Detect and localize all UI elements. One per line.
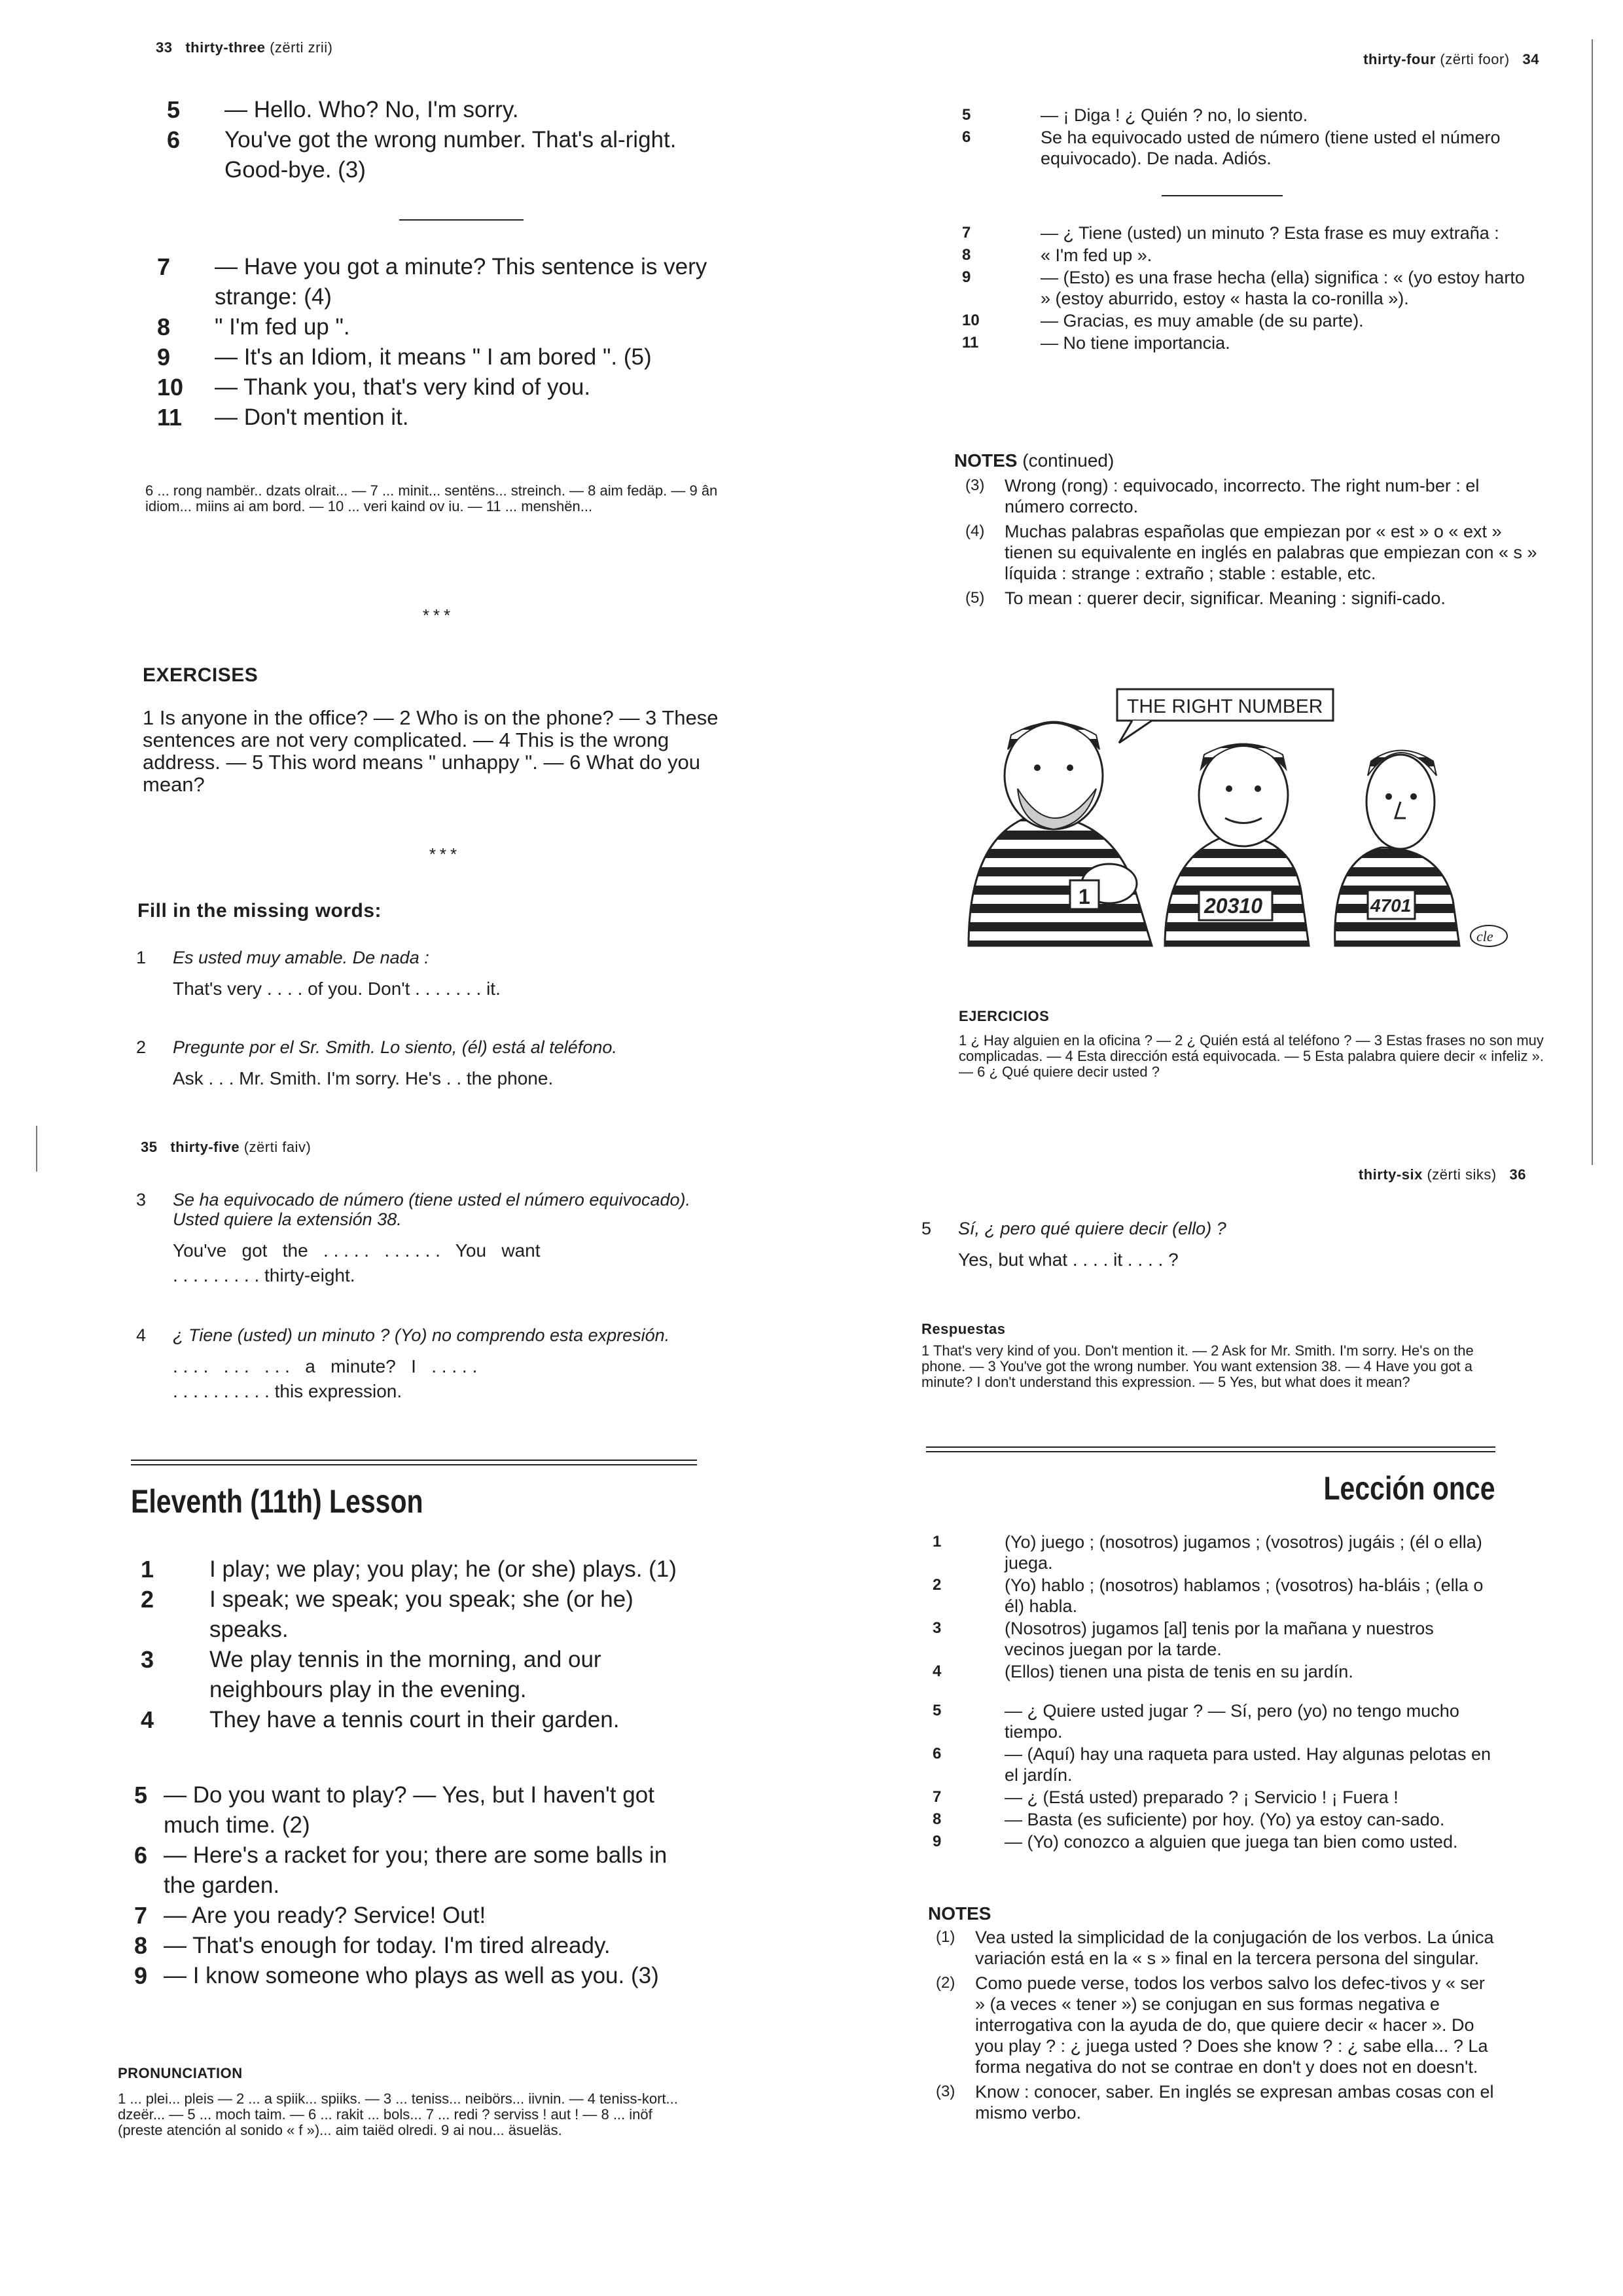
line-text: — It's an Idiom, it means " I am bored ". (5) [215,344,652,370]
prisoner-tag-3: 4701 [1370,895,1412,916]
line-number: 11 [962,334,979,351]
dialog-line [933,1809,1495,1830]
note-number: (2) [936,1974,955,1992]
dialog-line [134,1840,704,1901]
line-text: (Yo) juego ; (nosotros) jugamos ; (vosotros) jugáis ; (él o ella) juega. [1005,1532,1482,1573]
page-pronunciation: (zërti foor) [1440,51,1510,67]
prisoner-tag-1: 1 [1079,885,1090,908]
dialog-line [933,1700,1495,1742]
dialog-line [134,1931,704,1961]
prisoner-1 [969,722,1152,946]
fill-item-3 [136,1190,712,1287]
exercises-text: 1 Is anyone in the office? — 2 Who is on the phone? — 3 These sentences are not very complicated. — 4 This is the wrong address. — 5 This word means " unhappy ". — 6 What do you mean? [143,706,719,796]
ejercicios-text: 1 ¿ Hay alguien en la oficina ? — 2 ¿ Quién está al teléfono ? — 3 Estas frases no son muy complicadas. — 4 Esta dirección está equivocada. — 5 Esta palabra quiere decir « infeliz ». — 6 ¿ Qué quiere decir usted ? [959,1032,1544,1080]
dialog-line [933,1618,1495,1660]
pronunciation-text: 1 ... plei... pleis — 2 ... a spiik... spiiks. — 3 ... teniss... neibörs... iivnin. — 4 teniss-kort... dzeër... — 5 ... moch taim. — 6 ... rakit ... bols... 7 ... redi ? serviss ! aut ! — 8 ... inöf (preste atención al sonido « f »)... aim taiëd olredi. 9 ai nou... äsueläs. [118,2090,678,2138]
line-number: 1 [933,1533,942,1551]
line-text: You've got the wrong number. That's al-right. Good-bye. (3) [224,127,677,183]
page-number: 35 [141,1139,158,1155]
line-number: 6 [962,128,971,146]
line-number: 8 [933,1810,942,1828]
lesson-dialog-english-part1 [141,1554,704,1735]
dialog-line [141,1705,704,1735]
fill-item-2 [136,1037,738,1090]
dialog-line [167,125,743,185]
fill-answer-line: Yes, but what . . . . it . . . . ? [958,1249,1179,1270]
line-text: — That's enough for today. I'm tired already. [164,1933,611,1958]
fill-answer-line: . . . . . . . . . . a minute? I . . . . . [173,1356,478,1376]
answers-text: 1 That's very kind of you. Don't mention it. — 2 Ask for Mr. Smith. I'm sorry. He's on the phone. — 3 You've got the wrong number. You want extension 38. — 4 Have you got a minute? I don't understand this expression. — 5 Yes, but what does it mean? [921,1342,1474,1390]
dialog-line [962,310,1538,331]
note-text: Vea usted la simplicidad de la conjugación de los verbos. La única variación está en la « s » final en la tercera persona del singular. [975,1928,1494,1968]
item-number: 2 [136,1037,147,1057]
exercises-title: EXERCISES [143,664,259,686]
fill-answer-line: You've got the . . . . . . . . . . . You want [173,1240,541,1261]
item-number: 1 [136,948,147,967]
double-rule [926,1446,1495,1452]
line-text: — ¿ Tiene (usted) un minuto ? Esta frase es muy extraña : [1041,223,1499,243]
line-number: 9 [933,1833,942,1850]
note-item [965,521,1541,584]
dialog-line [962,223,1538,243]
line-number: 9 [157,344,171,370]
dialog-line [134,1901,704,1931]
page-header-36 [1359,1166,1526,1183]
dialog-line [157,372,746,403]
page-word: thirty-three [185,39,266,56]
question-text: Pregunte por el Sr. Smith. Lo siento, (él) está al teléfono. [173,1037,617,1057]
lesson-title-spanish: Lección once [1323,1470,1495,1507]
item-number: 5 [921,1219,932,1238]
page-pronunciation: (zërti siks) [1427,1166,1497,1183]
dialog-line [134,1780,704,1840]
line-text: (Yo) hablo ; (nosotros) hablamos ; (vosotros) ha-bláis ; (ella o él) habla. [1005,1575,1484,1616]
note-item [965,588,1541,609]
dialog-spanish-part2 [962,223,1538,355]
line-text: — Are you ready? Service! Out! [164,1903,486,1928]
page-number: 34 [1522,51,1539,67]
notes-list [965,475,1541,610]
line-number: 2 [933,1576,942,1594]
dialog-line [933,1744,1495,1785]
note-number: (1) [936,1928,955,1946]
item-number: 4 [136,1325,147,1345]
line-text: We play tennis in the morning, and our neighbours play in the evening. [209,1647,601,1702]
fill-answer-line: . . . . . . . . . thirty-eight. [173,1265,355,1285]
line-text: — (Esto) es una frase hecha (ella) significa : « (yo estoy harto » (estoy aburrido, estoy « hasta la co-ronilla »). [1041,268,1525,308]
fill-question [136,948,725,967]
lesson-notes-list [936,1927,1495,2125]
dialog-line [962,127,1538,169]
line-text: — Basta (es suficiente) por hoy. (Yo) ya estoy can-sado. [1005,1810,1445,1829]
item-number: 3 [136,1190,147,1210]
dialog-line [933,1575,1495,1617]
line-number: 5 [167,96,181,123]
line-text: — Hello. Who? No, I'm sorry. [224,97,519,122]
note-text: Como puede verse, todos los verbos salvo los defec-tivos y « ser » (a veces « tener ») se conjugan en sus formas negativa e interrogativa con la ayuda de do, que quiere decir « hacer ». Do you play ? : ¿ juega usted ? Does she know ? : ¿ sabe ella... ? La forma negativa do not se contrae en don't y does not en doesn't. [975,1973,1488,2077]
line-text: They have a tennis court in their garden. [209,1707,620,1732]
question-text: Se ha equivocado de número (tiene usted el número equivocado). Usted quiere la extensión 38. [173,1190,691,1229]
notes-subtitle: (continued) [1022,450,1115,471]
dialog-line [157,312,746,342]
line-number: 10 [157,374,184,401]
dialog-line [933,1661,1495,1682]
pronunciation-title: PRONUNCIATION [118,2065,243,2081]
line-text: — Have you got a minute? This sentence is very strange: (4) [215,254,707,310]
note-number: (5) [965,589,985,607]
line-number: 8 [157,314,171,340]
page-header-34 [1363,51,1539,68]
dialog-english-part1 [167,95,743,185]
note-text: Muchas palabras españolas que empiezan por « est » o « ext » tienen su equivalente en inglés en palabras que empiezan con « s » líquida : strange : extraño ; stable : estable, etc. [1005,522,1537,583]
note-number: (3) [965,476,985,494]
prisoner-tag-2: 20310 [1204,894,1262,918]
page-number: 36 [1509,1166,1526,1183]
dialog-line [962,245,1538,266]
line-number: 6 [167,126,181,153]
lesson-title-english: Eleventh (11th) Lesson [131,1483,423,1520]
line-number: 11 [157,404,183,431]
dialog-line [141,1585,704,1645]
line-text: — Thank you, that's very kind of you. [215,374,591,400]
line-number: 3 [141,1646,154,1673]
line-number: 8 [962,246,971,264]
line-text: — Don't mention it. [215,404,409,430]
dialog-line [933,1532,1495,1573]
prisoner-2 [1165,744,1309,946]
page-header-33 [156,39,333,56]
line-number: 4 [933,1662,942,1680]
separator-stars: *** [429,844,461,864]
page-header-35 [141,1139,311,1156]
lesson-dialog-spanish-part1 [933,1532,1495,1683]
dialog-line [134,1961,704,1991]
dialog-line [157,342,746,372]
answers-title: Respuestas [921,1321,1006,1337]
fill-question [921,1219,1497,1238]
line-number: 6 [134,1842,148,1869]
dialog-line [962,267,1538,309]
line-text: — No tiene importancia. [1041,333,1230,353]
line-number: 10 [962,312,980,329]
question-text: Es usted muy amable. De nada : [173,948,429,967]
page-word: thirty-four [1363,51,1436,67]
note-item [936,1927,1495,1969]
fill-item-5 [921,1219,1497,1271]
line-number: 7 [962,224,971,242]
line-text: Se ha equivocado usted de número (tiene usted el número equivocado). De nada. Adiós. [1041,128,1501,168]
question-text: ¿ Tiene (usted) un minuto ? (Yo) no comprendo esta expresión. [173,1325,670,1345]
note-item [936,2081,1495,2123]
separator-stars: *** [422,605,455,625]
line-number: 9 [134,1962,148,1989]
prisoner-3 [1335,751,1459,946]
line-number: 4 [141,1706,154,1733]
lesson-dialog-english-part2 [134,1780,704,1991]
fill-question [136,1037,738,1057]
line-text: — Do you want to play? — Yes, but I haven't got much time. (2) [164,1782,654,1838]
line-number: 3 [933,1619,942,1637]
line-number: 5 [134,1782,148,1808]
note-item [965,475,1541,517]
notes-heading [954,450,1114,471]
notes-title: NOTES [954,450,1018,471]
line-number: 6 [933,1745,942,1763]
line-text: I play; we play; you play; he (or she) plays. (1) [209,1556,677,1582]
line-number: 2 [141,1586,154,1613]
fill-item-1 [136,948,725,1000]
line-text: " I'm fed up ". [215,314,350,340]
line-text: — Gracias, es muy amable (de su parte). [1041,311,1364,331]
dialog-line [141,1554,704,1585]
dialog-english-part2 [157,252,746,433]
sign-text: THE RIGHT NUMBER [1127,696,1323,717]
line-text: — (Aquí) hay una raqueta para usted. Hay algunas pelotas en el jardín. [1005,1744,1491,1785]
page-number: 33 [156,39,173,56]
dialog-line [141,1645,704,1705]
line-number: 5 [962,106,971,124]
fill-question [136,1190,712,1229]
gutter-mark [36,1126,37,1172]
page-word: thirty-five [170,1139,240,1155]
line-number: 7 [933,1788,942,1806]
line-text: — Here's a racket for you; there are some balls in the garden. [164,1842,668,1898]
dialog-line [167,95,743,125]
lesson-dialog-spanish-part2 [933,1700,1495,1854]
line-number: 7 [157,253,171,280]
page-word: thirty-six [1358,1166,1423,1183]
dialog-line [962,332,1538,353]
fill-item-4 [136,1325,712,1403]
note-text: Know : conocer, saber. En inglés se expresan ambas cosas con el mismo verbo. [975,2082,1494,2123]
line-text: « I'm fed up ». [1041,245,1152,265]
cartoon-prisoners [955,684,1544,962]
line-number: 1 [141,1556,154,1583]
dialog-line [157,403,746,433]
fill-question [136,1325,712,1345]
line-text: (Nosotros) jugamos [al] tenis por la mañana y nuestros vecinos juegan por la tarde. [1005,1619,1434,1659]
fill-answer-line: That's very . . . . of you. Don't . . . . . . . it. [173,978,501,999]
line-number: 7 [134,1902,148,1929]
dialog-line [962,105,1538,126]
dialog-spanish-part1 [962,105,1538,170]
note-text: To mean : querer decir, significar. Meaning : signifi-cado. [1005,588,1446,608]
line-text: — ¿ Quiere usted jugar ? — Sí, pero (yo) no tengo mucho tiempo. [1005,1701,1459,1742]
note-text: Wrong (rong) : equivocado, incorrecto. The right num-ber : el número correcto. [1005,476,1480,516]
dialog-line [933,1831,1495,1852]
line-number: 8 [134,1932,148,1959]
fill-title: Fill in the missing words: [137,900,382,922]
line-text: (Ellos) tienen una pista de tenis en su jardín. [1005,1662,1353,1681]
ejercicios-title: EJERCICIOS [959,1008,1050,1024]
divider [1162,195,1283,196]
note-item [936,1973,1495,2077]
page-pronunciation: (zërti faiv) [243,1139,312,1155]
note-number: (3) [936,2083,955,2100]
pronunciation-block: 6 ... rong nambër.. dzats olrait... — 7 ... minit... sentëns... streinch. — 8 aim fedäp. — 9 ân idiom... miins ai am bord. — 10 ... veri kaind ov iu. — 11 ... menshën... [145,482,718,514]
fill-answer-line: . . . . . . . . . . this expression. [173,1381,402,1401]
divider [399,219,524,221]
line-number: 5 [933,1702,942,1719]
line-text: — ¡ Diga ! ¿ Quién ? no, lo siento. [1041,105,1308,125]
cartoon-signature: cle [1476,928,1493,944]
gutter-line [1592,39,1593,1165]
dialog-line [933,1787,1495,1808]
fill-answer-line: Ask . . . Mr. Smith. I'm sorry. He's . . the phone. [173,1068,554,1088]
double-rule [131,1460,697,1465]
note-number: (4) [965,522,985,540]
notes-title-lesson: NOTES [928,1903,991,1924]
dialog-line [157,252,746,312]
question-text: Sí, ¿ pero qué quiere decir (ello) ? [958,1219,1226,1238]
line-text: — (Yo) conozco a alguien que juega tan bien como usted. [1005,1832,1458,1852]
line-text: I speak; we speak; you speak; she (or he) speaks. [209,1587,633,1642]
line-text: — I know someone who plays as well as you. (3) [164,1963,659,1988]
line-text: — ¿ (Está usted) preparado ? ¡ Servicio ! ¡ Fuera ! [1005,1787,1399,1807]
line-number: 9 [962,268,971,286]
page-pronunciation: (zërti zrii) [270,39,333,56]
